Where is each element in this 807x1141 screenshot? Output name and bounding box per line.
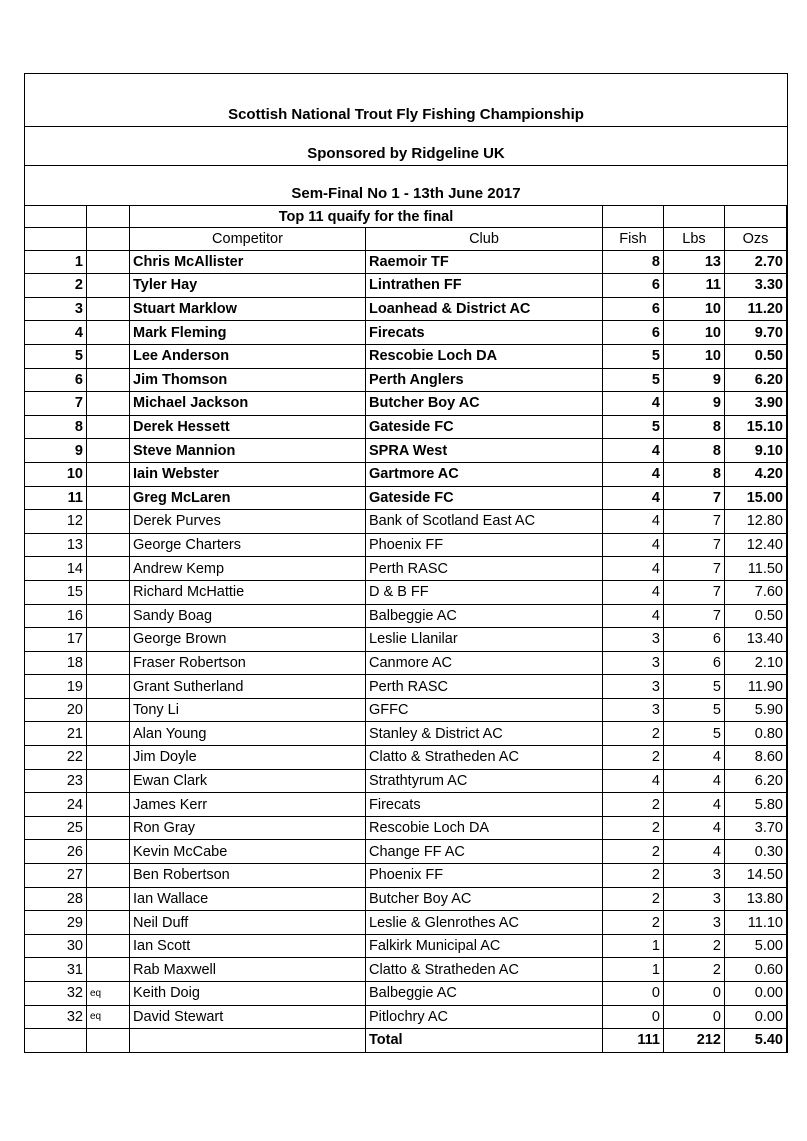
eq-cell — [87, 628, 130, 652]
blank-cell — [603, 206, 664, 228]
position-cell: 4 — [25, 321, 87, 345]
position-cell: 32 — [25, 982, 87, 1006]
lbs-cell: 8 — [664, 439, 725, 463]
ozs-cell: 7.60 — [725, 580, 787, 604]
competitor-cell: George Brown — [130, 628, 366, 652]
table-row — [25, 533, 787, 557]
header-fish: Fish — [603, 228, 664, 251]
competitor-cell: Alan Young — [130, 722, 366, 746]
fish-cell: 1 — [603, 958, 664, 982]
header-eq — [87, 228, 130, 251]
position-cell: 24 — [25, 793, 87, 817]
ozs-cell: 12.40 — [725, 533, 787, 557]
eq-cell — [87, 651, 130, 675]
table-row — [25, 274, 787, 298]
event-text: Sem-Final No 1 - 13th June 2017 — [291, 185, 521, 202]
table-row — [25, 580, 787, 604]
position-cell: 32 — [25, 1005, 87, 1029]
ozs-cell: 2.70 — [725, 250, 787, 274]
position-cell: 25 — [25, 816, 87, 840]
eq-cell — [87, 297, 130, 321]
lbs-cell: 5 — [664, 722, 725, 746]
table-row — [25, 934, 787, 958]
header-position — [25, 228, 87, 251]
lbs-cell: 5 — [664, 698, 725, 722]
fish-cell: 4 — [603, 557, 664, 581]
lbs-cell: 4 — [664, 746, 725, 770]
eq-cell — [87, 675, 130, 699]
club-cell: Balbeggie AC — [366, 982, 603, 1006]
ozs-cell: 8.60 — [725, 746, 787, 770]
lbs-cell: 9 — [664, 368, 725, 392]
competitor-cell: George Charters — [130, 533, 366, 557]
lbs-cell: 2 — [664, 958, 725, 982]
ozs-cell: 9.70 — [725, 321, 787, 345]
position-cell: 1 — [25, 250, 87, 274]
fish-cell: 6 — [603, 321, 664, 345]
table-row — [25, 462, 787, 486]
position-cell: 2 — [25, 274, 87, 298]
club-cell: Clatto & Stratheden AC — [366, 746, 603, 770]
position-cell: 21 — [25, 722, 87, 746]
header-ozs: Ozs — [725, 228, 787, 251]
ozs-cell: 5.80 — [725, 793, 787, 817]
lbs-cell: 6 — [664, 651, 725, 675]
competitor-cell: David Stewart — [130, 1005, 366, 1029]
position-cell: 26 — [25, 840, 87, 864]
competitor-cell: Iain Webster — [130, 462, 366, 486]
title-text: Scottish National Trout Fly Fishing Championship — [228, 106, 584, 123]
lbs-cell: 0 — [664, 982, 725, 1006]
table-row — [25, 321, 787, 345]
club-cell: Canmore AC — [366, 651, 603, 675]
club-cell: Loanhead & District AC — [366, 297, 603, 321]
fish-cell: 2 — [603, 793, 664, 817]
table-row — [25, 651, 787, 675]
position-cell: 18 — [25, 651, 87, 675]
position-cell: 16 — [25, 604, 87, 628]
competitor-cell: Richard McHattie — [130, 580, 366, 604]
competitor-cell: Greg McLaren — [130, 486, 366, 510]
fish-cell: 4 — [603, 486, 664, 510]
blank-cell — [87, 206, 130, 228]
ozs-cell: 0.80 — [725, 722, 787, 746]
position-cell: 23 — [25, 769, 87, 793]
sponsor-text: Sponsored by Ridgeline UK — [307, 145, 505, 162]
competitor-cell: Ian Scott — [130, 934, 366, 958]
club-cell: Rescobie Loch DA — [366, 816, 603, 840]
fish-cell: 2 — [603, 746, 664, 770]
ozs-cell: 6.20 — [725, 769, 787, 793]
competitor-cell: Rab Maxwell — [130, 958, 366, 982]
fish-cell: 4 — [603, 439, 664, 463]
total-ozs: 5.40 — [725, 1029, 787, 1053]
club-cell: Butcher Boy AC — [366, 887, 603, 911]
fish-cell: 4 — [603, 580, 664, 604]
eq-cell — [87, 439, 130, 463]
fish-cell: 3 — [603, 651, 664, 675]
column-header-row — [25, 228, 787, 251]
competitor-cell: Ben Robertson — [130, 864, 366, 888]
eq-cell — [87, 958, 130, 982]
fish-cell: 4 — [603, 392, 664, 416]
position-cell: 17 — [25, 628, 87, 652]
fish-cell: 5 — [603, 368, 664, 392]
ozs-cell: 9.10 — [725, 439, 787, 463]
table-row — [25, 911, 787, 935]
eq-cell — [87, 722, 130, 746]
lbs-cell: 6 — [664, 628, 725, 652]
eq-cell — [87, 604, 130, 628]
position-cell: 20 — [25, 698, 87, 722]
eq-cell — [87, 486, 130, 510]
competitor-cell: Derek Hessett — [130, 415, 366, 439]
eq-cell — [87, 769, 130, 793]
total-row — [25, 1029, 787, 1053]
competitor-cell: Steve Mannion — [130, 439, 366, 463]
table-row — [25, 793, 787, 817]
competitor-cell: Lee Anderson — [130, 344, 366, 368]
fish-cell: 6 — [603, 274, 664, 298]
fish-cell: 0 — [603, 1005, 664, 1029]
table-row — [25, 344, 787, 368]
ozs-cell: 3.30 — [725, 274, 787, 298]
fish-cell: 3 — [603, 675, 664, 699]
ozs-cell: 12.80 — [725, 510, 787, 534]
eq-cell — [87, 887, 130, 911]
lbs-cell: 3 — [664, 864, 725, 888]
club-cell: SPRA West — [366, 439, 603, 463]
competitor-cell: Tyler Hay — [130, 274, 366, 298]
competitor-cell: Mark Fleming — [130, 321, 366, 345]
eq-cell — [87, 250, 130, 274]
ozs-cell: 2.10 — [725, 651, 787, 675]
table-row — [25, 887, 787, 911]
table-row — [25, 722, 787, 746]
competitor-cell: Grant Sutherland — [130, 675, 366, 699]
eq-cell — [87, 462, 130, 486]
eq-cell: eq — [87, 982, 130, 1006]
qualify-note-row — [25, 206, 787, 228]
ozs-cell: 5.90 — [725, 698, 787, 722]
club-cell: D & B FF — [366, 580, 603, 604]
sponsor-line — [25, 127, 787, 166]
eq-cell — [87, 864, 130, 888]
table-row — [25, 769, 787, 793]
fish-cell: 2 — [603, 864, 664, 888]
club-cell: Strathtyrum AC — [366, 769, 603, 793]
ozs-cell: 11.90 — [725, 675, 787, 699]
eq-cell — [87, 321, 130, 345]
competitor-cell: Ron Gray — [130, 816, 366, 840]
table-row — [25, 840, 787, 864]
lbs-cell: 7 — [664, 486, 725, 510]
lbs-cell: 0 — [664, 1005, 725, 1029]
fish-cell: 4 — [603, 769, 664, 793]
ozs-cell: 11.10 — [725, 911, 787, 935]
lbs-cell: 2 — [664, 934, 725, 958]
competitor-cell: James Kerr — [130, 793, 366, 817]
competitor-cell: Kevin McCabe — [130, 840, 366, 864]
lbs-cell: 7 — [664, 604, 725, 628]
fish-cell: 1 — [603, 934, 664, 958]
championship-title — [25, 74, 787, 127]
table-row — [25, 958, 787, 982]
eq-cell: eq — [87, 1005, 130, 1029]
club-cell: Stanley & District AC — [366, 722, 603, 746]
blank-cell — [25, 1029, 87, 1053]
position-cell: 7 — [25, 392, 87, 416]
competitor-cell: Ian Wallace — [130, 887, 366, 911]
table-row — [25, 746, 787, 770]
fish-cell: 5 — [603, 415, 664, 439]
table-row — [25, 368, 787, 392]
eq-cell — [87, 510, 130, 534]
club-cell: Gateside FC — [366, 415, 603, 439]
lbs-cell: 13 — [664, 250, 725, 274]
position-cell: 6 — [25, 368, 87, 392]
competitor-cell: Jim Thomson — [130, 368, 366, 392]
ozs-cell: 4.20 — [725, 462, 787, 486]
lbs-cell: 9 — [664, 392, 725, 416]
club-cell: Leslie Llanilar — [366, 628, 603, 652]
ozs-cell: 0.50 — [725, 604, 787, 628]
blank-cell — [664, 206, 725, 228]
fish-cell: 8 — [603, 250, 664, 274]
blank-cell — [725, 206, 787, 228]
eq-cell — [87, 934, 130, 958]
eq-cell — [87, 698, 130, 722]
eq-cell — [87, 911, 130, 935]
fish-cell: 2 — [603, 722, 664, 746]
position-cell: 30 — [25, 934, 87, 958]
competitor-cell: Chris McAllister — [130, 250, 366, 274]
fish-cell: 3 — [603, 628, 664, 652]
ozs-cell: 0.50 — [725, 344, 787, 368]
ozs-cell: 3.90 — [725, 392, 787, 416]
club-cell: Firecats — [366, 321, 603, 345]
table-row — [25, 439, 787, 463]
blank-cell — [25, 206, 87, 228]
club-cell: Perth RASC — [366, 557, 603, 581]
blank-cell — [87, 1029, 130, 1053]
header-lbs: Lbs — [664, 228, 725, 251]
position-cell: 8 — [25, 415, 87, 439]
table-row — [25, 392, 787, 416]
fish-cell: 2 — [603, 816, 664, 840]
ozs-cell: 15.00 — [725, 486, 787, 510]
position-cell: 19 — [25, 675, 87, 699]
lbs-cell: 3 — [664, 887, 725, 911]
ozs-cell: 13.80 — [725, 887, 787, 911]
club-cell: Raemoir TF — [366, 250, 603, 274]
lbs-cell: 5 — [664, 675, 725, 699]
fish-cell: 4 — [603, 462, 664, 486]
lbs-cell: 4 — [664, 769, 725, 793]
eq-cell — [87, 580, 130, 604]
lbs-cell: 8 — [664, 462, 725, 486]
table-row — [25, 486, 787, 510]
fish-cell: 4 — [603, 533, 664, 557]
club-cell: Lintrathen FF — [366, 274, 603, 298]
ozs-cell: 0.30 — [725, 840, 787, 864]
lbs-cell: 3 — [664, 911, 725, 935]
club-cell: Bank of Scotland East AC — [366, 510, 603, 534]
lbs-cell: 4 — [664, 840, 725, 864]
club-cell: Change FF AC — [366, 840, 603, 864]
competitor-cell: Derek Purves — [130, 510, 366, 534]
competitor-cell: Tony Li — [130, 698, 366, 722]
ozs-cell: 0.00 — [725, 982, 787, 1006]
qualify-note: Top 11 quaify for the final — [130, 206, 603, 228]
competitor-cell: Michael Jackson — [130, 392, 366, 416]
competitor-cell: Fraser Robertson — [130, 651, 366, 675]
position-cell: 27 — [25, 864, 87, 888]
total-label: Total — [366, 1029, 603, 1053]
ozs-cell: 6.20 — [725, 368, 787, 392]
table-row — [25, 864, 787, 888]
table-row — [25, 510, 787, 534]
fish-cell: 6 — [603, 297, 664, 321]
lbs-cell: 7 — [664, 510, 725, 534]
lbs-cell: 10 — [664, 344, 725, 368]
fish-cell: 4 — [603, 510, 664, 534]
club-cell: GFFC — [366, 698, 603, 722]
club-cell: Rescobie Loch DA — [366, 344, 603, 368]
eq-cell — [87, 368, 130, 392]
club-cell: Clatto & Stratheden AC — [366, 958, 603, 982]
eq-cell — [87, 392, 130, 416]
table-row — [25, 675, 787, 699]
position-cell: 3 — [25, 297, 87, 321]
total-lbs: 212 — [664, 1029, 725, 1053]
eq-cell — [87, 840, 130, 864]
club-cell: Pitlochry AC — [366, 1005, 603, 1029]
competitor-cell: Sandy Boag — [130, 604, 366, 628]
club-cell: Firecats — [366, 793, 603, 817]
fish-cell: 4 — [603, 604, 664, 628]
ozs-cell: 3.70 — [725, 816, 787, 840]
competitor-cell: Andrew Kemp — [130, 557, 366, 581]
competitor-cell: Stuart Marklow — [130, 297, 366, 321]
table-row — [25, 297, 787, 321]
position-cell: 15 — [25, 580, 87, 604]
position-cell: 9 — [25, 439, 87, 463]
eq-cell — [87, 793, 130, 817]
position-cell: 10 — [25, 462, 87, 486]
position-cell: 5 — [25, 344, 87, 368]
ozs-cell: 13.40 — [725, 628, 787, 652]
table-row — [25, 250, 787, 274]
results-sheet — [24, 73, 788, 1053]
club-cell: Gartmore AC — [366, 462, 603, 486]
ozs-cell: 11.20 — [725, 297, 787, 321]
table-row — [25, 982, 787, 1006]
club-cell: Perth Anglers — [366, 368, 603, 392]
ozs-cell: 14.50 — [725, 864, 787, 888]
table-row — [25, 628, 787, 652]
club-cell: Perth RASC — [366, 675, 603, 699]
lbs-cell: 10 — [664, 321, 725, 345]
lbs-cell: 11 — [664, 274, 725, 298]
table-row — [25, 557, 787, 581]
blank-cell — [130, 1029, 366, 1053]
eq-cell — [87, 557, 130, 581]
position-cell: 22 — [25, 746, 87, 770]
eq-cell — [87, 415, 130, 439]
eq-cell — [87, 533, 130, 557]
results-table — [24, 205, 787, 1053]
ozs-cell: 15.10 — [725, 415, 787, 439]
lbs-cell: 7 — [664, 580, 725, 604]
table-row — [25, 415, 787, 439]
position-cell: 29 — [25, 911, 87, 935]
competitor-cell: Neil Duff — [130, 911, 366, 935]
total-fish: 111 — [603, 1029, 664, 1053]
fish-cell: 5 — [603, 344, 664, 368]
eq-cell — [87, 816, 130, 840]
header-competitor: Competitor — [130, 228, 366, 251]
fish-cell: 2 — [603, 911, 664, 935]
position-cell: 28 — [25, 887, 87, 911]
position-cell: 11 — [25, 486, 87, 510]
position-cell: 12 — [25, 510, 87, 534]
ozs-cell: 11.50 — [725, 557, 787, 581]
fish-cell: 0 — [603, 982, 664, 1006]
club-cell: Phoenix FF — [366, 864, 603, 888]
position-cell: 14 — [25, 557, 87, 581]
eq-cell — [87, 344, 130, 368]
eq-cell — [87, 274, 130, 298]
fish-cell: 3 — [603, 698, 664, 722]
header-club: Club — [366, 228, 603, 251]
club-cell: Gateside FC — [366, 486, 603, 510]
position-cell: 31 — [25, 958, 87, 982]
lbs-cell: 4 — [664, 816, 725, 840]
lbs-cell: 8 — [664, 415, 725, 439]
event-line — [25, 166, 787, 205]
club-cell: Leslie & Glenrothes AC — [366, 911, 603, 935]
ozs-cell: 0.00 — [725, 1005, 787, 1029]
fish-cell: 2 — [603, 840, 664, 864]
table-row — [25, 604, 787, 628]
club-cell: Falkirk Municipal AC — [366, 934, 603, 958]
eq-cell — [87, 746, 130, 770]
competitor-cell: Keith Doig — [130, 982, 366, 1006]
ozs-cell: 0.60 — [725, 958, 787, 982]
table-row — [25, 698, 787, 722]
table-row — [25, 816, 787, 840]
competitor-cell: Ewan Clark — [130, 769, 366, 793]
club-cell: Balbeggie AC — [366, 604, 603, 628]
lbs-cell: 4 — [664, 793, 725, 817]
lbs-cell: 7 — [664, 557, 725, 581]
fish-cell: 2 — [603, 887, 664, 911]
ozs-cell: 5.00 — [725, 934, 787, 958]
lbs-cell: 10 — [664, 297, 725, 321]
position-cell: 13 — [25, 533, 87, 557]
competitor-cell: Jim Doyle — [130, 746, 366, 770]
club-cell: Butcher Boy AC — [366, 392, 603, 416]
club-cell: Phoenix FF — [366, 533, 603, 557]
table-row — [25, 1005, 787, 1029]
lbs-cell: 7 — [664, 533, 725, 557]
